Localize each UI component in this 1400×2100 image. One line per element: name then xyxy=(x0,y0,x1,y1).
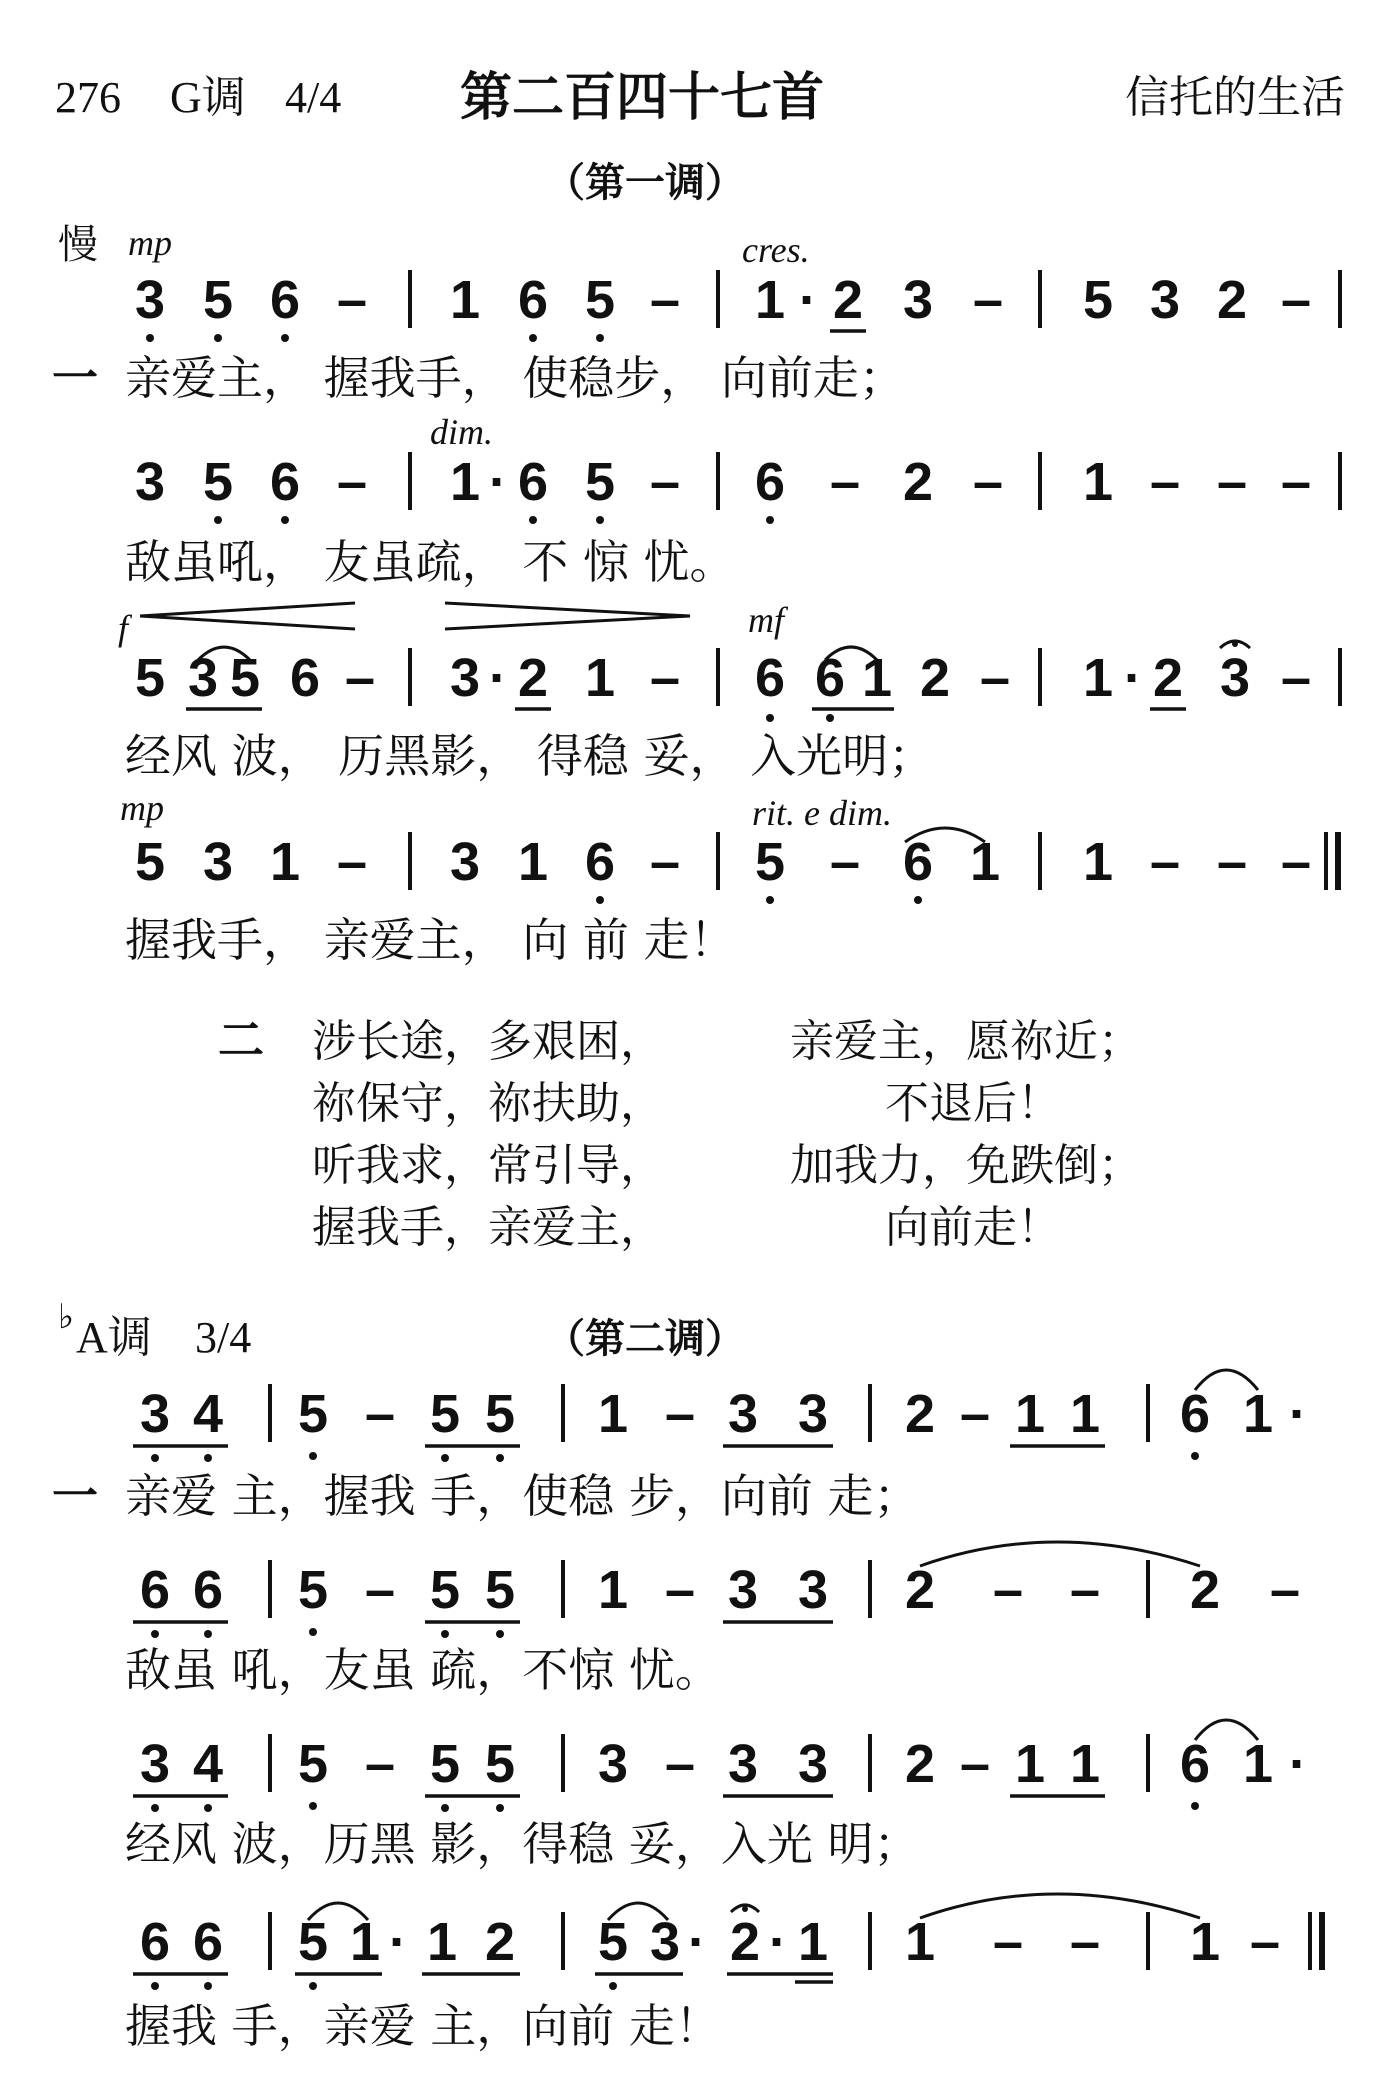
svg-text:–: – xyxy=(992,1912,1024,1972)
svg-text:–: – xyxy=(649,270,681,330)
verse-two-text xyxy=(218,1013,1142,1253)
svg-text:6: 6 xyxy=(754,648,786,708)
verse-one-marker: 一 xyxy=(52,351,98,405)
dynamic-f: f xyxy=(118,608,129,648)
tune-one-line-four-lyrics: 握我手， 亲爱主， 向 前 走！ xyxy=(125,913,736,967)
page-header xyxy=(55,68,1345,128)
svg-text:1: 1 xyxy=(449,270,481,330)
svg-text:1: 1 xyxy=(1014,1734,1046,1794)
verse-two-line-2a: 祢保守，祢扶助， xyxy=(312,1078,664,1129)
svg-text:2: 2 xyxy=(904,1734,936,1794)
svg-text:–: – xyxy=(992,1560,1024,1620)
svg-text:5: 5 xyxy=(597,1912,629,1972)
svg-text:3: 3 xyxy=(134,270,166,330)
dynamic-mf: mf xyxy=(748,600,784,640)
verse-two-line-4b: 向前走！ xyxy=(885,1202,1061,1253)
svg-text:–: – xyxy=(1280,270,1312,330)
svg-text:5: 5 xyxy=(484,1384,516,1444)
tune-one-label: （第一调） xyxy=(545,160,745,206)
verse-two-line-3b: 加我力，免跌倒； xyxy=(790,1140,1142,1191)
svg-text:–: – xyxy=(959,1734,991,1794)
svg-text:2: 2 xyxy=(517,648,549,708)
svg-text:2: 2 xyxy=(729,1912,761,1972)
tune-two-line-four-lyrics: 握我 手，亲爱 主，向前 走！ xyxy=(125,1999,721,2053)
svg-text:1: 1 xyxy=(597,1384,629,1444)
svg-text:3: 3 xyxy=(1149,270,1181,330)
svg-text:5: 5 xyxy=(484,1734,516,1794)
svg-text:1: 1 xyxy=(1189,1912,1221,1972)
svg-text:–: – xyxy=(364,1384,396,1444)
tune-two-line-two-notes xyxy=(133,1542,1300,1638)
svg-text:5: 5 xyxy=(484,1560,516,1620)
verse-two-line-1b: 亲爱主，愿祢近； xyxy=(790,1016,1142,1067)
svg-text:6: 6 xyxy=(1179,1384,1211,1444)
svg-text:3: 3 xyxy=(139,1734,171,1794)
tune-two-line-three-notes xyxy=(133,1720,1307,1812)
svg-text:–: – xyxy=(1280,648,1312,708)
svg-text:3: 3 xyxy=(727,1384,759,1444)
tune-two-line-one-lyrics: 亲爱 主，握我 手，使稳 步，向前 走； xyxy=(125,1469,920,1523)
tune-one-line-three-notes xyxy=(135,641,1340,722)
svg-text:5: 5 xyxy=(297,1912,329,1972)
svg-text:3: 3 xyxy=(797,1734,829,1794)
svg-text:–: – xyxy=(336,832,368,892)
svg-text:1: 1 xyxy=(1069,1734,1101,1794)
svg-text:6: 6 xyxy=(814,648,846,708)
svg-text:3: 3 xyxy=(797,1384,829,1444)
tempo-marking: 慢 xyxy=(58,222,98,268)
svg-text:3: 3 xyxy=(134,452,166,512)
svg-text:5: 5 xyxy=(584,270,616,330)
dynamic-mp: mp xyxy=(128,223,172,263)
svg-text:1: 1 xyxy=(449,452,481,512)
time-signature: 4/4 xyxy=(285,73,342,122)
svg-text:–: – xyxy=(336,270,368,330)
tune-two-time: 3/4 xyxy=(195,1313,252,1362)
svg-text:–: – xyxy=(1069,1560,1101,1620)
svg-text:1: 1 xyxy=(584,648,616,708)
svg-text:2: 2 xyxy=(1216,270,1248,330)
verse-two-marker: 二 xyxy=(218,1013,264,1067)
svg-text:6: 6 xyxy=(517,270,549,330)
svg-text:–: – xyxy=(972,270,1004,330)
svg-text:6: 6 xyxy=(269,270,301,330)
tune-one-line-two-notes xyxy=(135,452,1340,524)
tune-two-line-two-lyrics: 敌虽 吼，友虽 疏，不惊 忧。 xyxy=(125,1643,721,1697)
tune-two xyxy=(52,1299,1322,2053)
svg-text:1: 1 xyxy=(754,270,786,330)
tune-two-line-four-notes xyxy=(133,1894,1322,1990)
svg-text:6: 6 xyxy=(584,832,616,892)
tune-two-label: （第二调） xyxy=(545,1316,745,1362)
svg-text:3: 3 xyxy=(139,1384,171,1444)
svg-text:1: 1 xyxy=(904,1912,936,1972)
hymn-page-number: 276 xyxy=(55,73,121,122)
svg-text:1: 1 xyxy=(1069,1384,1101,1444)
svg-text:5: 5 xyxy=(134,648,166,708)
svg-text:5: 5 xyxy=(1082,270,1114,330)
svg-text:–: – xyxy=(344,648,376,708)
svg-text:–: – xyxy=(1216,832,1248,892)
svg-text:–: – xyxy=(1149,452,1181,512)
svg-text:–: – xyxy=(649,832,681,892)
svg-text:5: 5 xyxy=(202,270,234,330)
tune-one xyxy=(52,160,1340,967)
hymn-category: 信托的生活 xyxy=(1125,73,1345,122)
svg-text:5: 5 xyxy=(429,1734,461,1794)
svg-text:3: 3 xyxy=(727,1560,759,1620)
svg-text:5: 5 xyxy=(202,452,234,512)
svg-text:·: · xyxy=(489,648,507,708)
svg-text:5: 5 xyxy=(429,1384,461,1444)
svg-text:–: – xyxy=(972,452,1004,512)
svg-text:6: 6 xyxy=(902,832,934,892)
verse-two-line-2b: 不退后！ xyxy=(885,1078,1061,1129)
svg-text:6: 6 xyxy=(269,452,301,512)
verse-two-line-1a: 涉长途，多艰困， xyxy=(312,1016,664,1067)
svg-text:–: – xyxy=(829,452,861,512)
svg-text:1: 1 xyxy=(797,1912,829,1972)
svg-text:2: 2 xyxy=(904,1560,936,1620)
svg-text:–: – xyxy=(1280,832,1312,892)
svg-text:3: 3 xyxy=(902,270,934,330)
svg-text:2: 2 xyxy=(902,452,934,512)
svg-text:·: · xyxy=(769,1912,787,1972)
tune-two-verse-marker: 一 xyxy=(52,1469,98,1523)
svg-text:2: 2 xyxy=(1152,648,1184,708)
svg-text:5: 5 xyxy=(297,1560,329,1620)
key-signature: G调 xyxy=(170,73,246,122)
svg-text:5: 5 xyxy=(229,648,261,708)
verse-two-line-3a: 听我求，常引导， xyxy=(312,1140,664,1191)
svg-text:–: – xyxy=(364,1560,396,1620)
svg-text:6: 6 xyxy=(517,452,549,512)
svg-text:2: 2 xyxy=(904,1384,936,1444)
svg-text:3: 3 xyxy=(597,1734,629,1794)
svg-text:3: 3 xyxy=(1219,648,1251,708)
svg-text:1: 1 xyxy=(1082,452,1114,512)
svg-text:–: – xyxy=(364,1734,396,1794)
svg-text:6: 6 xyxy=(289,648,321,708)
svg-text:·: · xyxy=(1124,648,1142,708)
svg-text:1: 1 xyxy=(1082,832,1114,892)
svg-text:1: 1 xyxy=(1242,1384,1274,1444)
svg-text:2: 2 xyxy=(919,648,951,708)
svg-text:·: · xyxy=(1289,1734,1307,1794)
svg-text:–: – xyxy=(829,832,861,892)
svg-text:1: 1 xyxy=(426,1912,458,1972)
tune-two-line-three-lyrics: 经风 波，历黑 影，得稳 妥，入光 明； xyxy=(125,1817,920,1871)
svg-text:3: 3 xyxy=(649,1912,681,1972)
svg-text:–: – xyxy=(1249,1912,1281,1972)
svg-text:–: – xyxy=(1280,452,1312,512)
svg-text:3: 3 xyxy=(797,1560,829,1620)
svg-text:5: 5 xyxy=(584,452,616,512)
svg-text:6: 6 xyxy=(192,1560,224,1620)
svg-text:5: 5 xyxy=(134,832,166,892)
tune-one-line-two-lyrics: 敌虽吼， 友虽疏， 不 惊 忧。 xyxy=(125,535,736,589)
svg-text:3: 3 xyxy=(202,832,234,892)
svg-text:3: 3 xyxy=(187,648,219,708)
svg-text:2: 2 xyxy=(832,270,864,330)
svg-text:2: 2 xyxy=(1189,1560,1221,1620)
dynamic-dim: dim. xyxy=(430,412,493,452)
svg-text:1: 1 xyxy=(1082,648,1114,708)
svg-text:–: – xyxy=(1149,832,1181,892)
svg-text:6: 6 xyxy=(754,452,786,512)
dynamic-mp-second: mp xyxy=(120,788,164,828)
crescendo-hairpin xyxy=(140,603,355,629)
svg-text:1: 1 xyxy=(269,832,301,892)
svg-text:–: – xyxy=(1216,452,1248,512)
svg-text:1: 1 xyxy=(969,832,1001,892)
tune-two-line-one-notes xyxy=(133,1370,1307,1462)
dynamic-cres: cres. xyxy=(742,230,810,270)
verse-two-line-4a: 握我手，亲爱主， xyxy=(312,1202,664,1253)
hymn-title: 第二百四十七首 xyxy=(460,68,825,128)
svg-text:–: – xyxy=(649,452,681,512)
svg-text:3: 3 xyxy=(449,832,481,892)
tune-two-key: A调 xyxy=(76,1313,152,1362)
svg-text:1: 1 xyxy=(1014,1384,1046,1444)
svg-text:1: 1 xyxy=(517,832,549,892)
svg-text:1: 1 xyxy=(597,1560,629,1620)
svg-text:6: 6 xyxy=(1179,1734,1211,1794)
svg-text:1: 1 xyxy=(861,648,893,708)
tune-one-line-four-notes xyxy=(135,828,1338,904)
svg-text:1: 1 xyxy=(1242,1734,1274,1794)
svg-text:–: – xyxy=(664,1734,696,1794)
svg-text:·: · xyxy=(799,270,817,330)
svg-text:–: – xyxy=(1069,1912,1101,1972)
svg-text:5: 5 xyxy=(754,832,786,892)
svg-text:4: 4 xyxy=(192,1734,224,1794)
svg-text:–: – xyxy=(1269,1560,1301,1620)
tune-one-line-three-lyrics: 经风 波， 历黑影， 得稳 妥， 入光明； xyxy=(125,729,935,783)
svg-text:–: – xyxy=(979,648,1011,708)
svg-text:–: – xyxy=(664,1560,696,1620)
svg-text:·: · xyxy=(489,452,507,512)
svg-text:·: · xyxy=(688,1912,706,1972)
svg-text:6: 6 xyxy=(139,1560,171,1620)
dynamic-rit-e-dim: rit. e dim. xyxy=(752,793,892,833)
svg-text:6: 6 xyxy=(139,1912,171,1972)
tune-one-line-one-lyrics: 亲爱主， 握我手， 使稳步， 向前走； xyxy=(125,351,905,405)
svg-text:5: 5 xyxy=(297,1734,329,1794)
svg-text:4: 4 xyxy=(192,1384,224,1444)
svg-text:1: 1 xyxy=(349,1912,381,1972)
decrescendo-hairpin xyxy=(445,603,690,629)
svg-text:3: 3 xyxy=(449,648,481,708)
svg-text:3: 3 xyxy=(727,1734,759,1794)
svg-text:–: – xyxy=(959,1384,991,1444)
svg-text:6: 6 xyxy=(192,1912,224,1972)
svg-text:–: – xyxy=(664,1384,696,1444)
tune-one-line-one-notes xyxy=(135,270,1340,342)
svg-text:·: · xyxy=(389,1912,407,1972)
svg-text:–: – xyxy=(649,648,681,708)
svg-text:–: – xyxy=(336,452,368,512)
svg-text:2: 2 xyxy=(484,1912,516,1972)
svg-text:5: 5 xyxy=(297,1384,329,1444)
svg-text:5: 5 xyxy=(429,1560,461,1620)
flat-sign: ♭ xyxy=(58,1299,75,1336)
svg-text:·: · xyxy=(1289,1384,1307,1444)
